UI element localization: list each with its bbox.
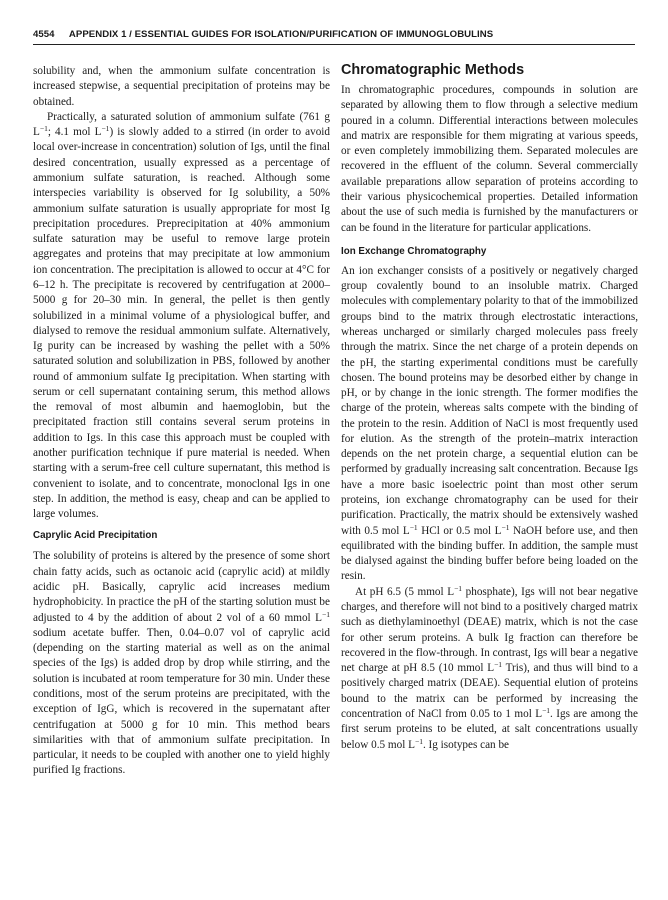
heading-chromatographic-methods: Chromatographic Methods [341,62,525,78]
running-title: APPENDIX 1 / ESSENTIAL GUIDES FOR ISOLATION/PURIFICATION OF IMMUNOGLOBULINS [68,29,494,40]
paragraph-chromatographic-intro: In chromatographic procedures, compounds in solution are separated by allowing them to flow through a selective medium poured in a column. Differential interactions between molecules and matrix are responsible for them migrating at various speeds, or even completely immobilizing them. Separated molecules are recovered in the effluent of the column. Several commercially available preparations allow separation of proteins according to their various physicochemical properties. Detailed information about the use of such media is furnished by the manufacturers or can be found in the literature for particular applications. [341,84,638,234]
paragraph-ammonium-continued: solubility and, when the ammonium sulfate concentration is increased stepwise, a sequential precipitation of proteins may be obtained. [33,65,330,108]
left-column [33,64,330,779]
paragraph-ph-elution: At pH 6.5 (5 mmol $L^{-1}$ phosphate), Igs will not bear negative charges, and therefore will not bind to a positively charged matrix such as diethylaminoethyl (DEAE) matrix, which is not the case for other serum proteins. A bulk Ig fraction can therefore be recovered in the flow-through. In contrast, Igs will bear a negative net charge at pH 8.5 (10 mmol $L^{-1}$ Tris), and thus will bind to a positively charged matrix (DEAE). Sequential elution of proteins bound to the matrix can be performed by increasing the concentration of NaCl from 0.05 to 1 mol $L^{-1}$. Igs are among the first serum proteins to be eluted, at salt concentrations usually below 0.5 mol $L^{-1}$. Ig isotypes can be [341,583,638,751]
page-number: 4554 [33,29,55,40]
heading-ion-exchange: Ion Exchange Chromatography [341,245,487,257]
header-rule [33,44,635,45]
paragraph-ammonium-practice: Practically, a saturated solution of ammonium sulfate (761 g $L^{-1}$; 4.1 mol $L^{-1}$) is slowly added to a stirred (in order to avoid local over-increase in concentration) solution of Igs, until the final desired concentration, usually expressed as a percentage of ammonium sulfate saturation, is reached. Although some interspecies variability is observed for Ig solubility, a 50% ammonium sulfate saturation is usually appropriate for most Ig precipitation procedures. Preprecipitation at 40% ammonium sulfate saturation may be useful to remove large protein aggregates and proteins that may precipitate at low ammonium ion concentration. The precipitation is allowed to occur at 4°C for 6–12 h. The precipitate is recovered by centrifugation at 2000–5000 g for 20–30 min. In general, the pellet is then gently solubilized in a minimal volume of a physiological buffer, and dialysed to remove the residual ammonium sulfate. Alternatively, Ig purity can be increased by washing the pellet with a 50% saturated solution and solubilization in PBS, followed by another round of ammonium sulfate Ig precipitation. When starting with serum or cell supernatant containing serum, this method allows the removal of most albumin and haemoglobin, but the precipitated fraction still contains several serum proteins in addition to Igs. In this case this approach must be coupled with another purification technique if pure material is needed. When starting with a serum-free cell culture supernatant, this method is convenient to isolate, and to concentrate, monoclonal Igs in one step. In addition, the method is easy, cheap and can be applied to large volumes. [33,110,330,521]
running-header [33,29,635,40]
paragraph-ion-exchanger: An ion exchanger consists of a positively or negatively charged group covalently bound to an insoluble matrix. Charged molecules with complementary polarity to that of the immobilized groups bind to the matrix through electrostatic interactions, whereas uncharged or similarly charged molecules pass freely through the matrix. Since the net charge of a protein depends on the pH, the starting experimental conditions must be carefully chosen. The bound proteins may be desorbed either by change in pH, or by change in the ionic strength. The former modifies the charge of the protein, whereas salts compete with the binding of the protein to the resin. Addition of NaCl is most frequently used for elution. As the strength of the protein–matrix interaction depends on the net protein charge, a sequential elution can be performed by gradually increasing salt concentration. Because Igs have a more basic isoelectric point than most other serum proteins, ion exchange chromatography can be used for their purification. Practically, the matrix should be extensively washed with 0.5 mol $L^{-1}$ HCl or 0.5 mol $L^{-1}$ NaOH before use, and then equilibrated with the binding buffer. In addition, the sample must be dialysed against the binding buffer before being loaded on the resin. [341,264,639,583]
heading-caprylic-acid: Caprylic Acid Precipitation [33,530,158,542]
right-column [341,64,638,753]
paragraph-caprylic-acid: The solubility of proteins is altered by the presence of some short chain fatty acids, such as octanoic acid (caprylic acid) at mildly acidic pH. Basically, caprylic acid increases medium hydrophobicity. In practice the pH of the starting solution must be adjusted to 4 by the addition of about 2 vol of a 60 mmol $L^{-1}$ sodium acetate buffer. Then, 0.04–0.07 vol of caprylic acid (depending on the starting material as well as on the animal species of the Igs) is added drop by drop while stirring, and the solution is incubated at room temperature for 30 min. Under these conditions, most of the serum proteins are precipitated, with the exception of IgG, which is recovered in the supernatant after centrifugation at 5000 g for 10 min. This method bears similarities with that of ammonium sulfate precipitation. In particular, it needs to be coupled with another one to yield highly purified Ig fractions. [33,550,330,777]
